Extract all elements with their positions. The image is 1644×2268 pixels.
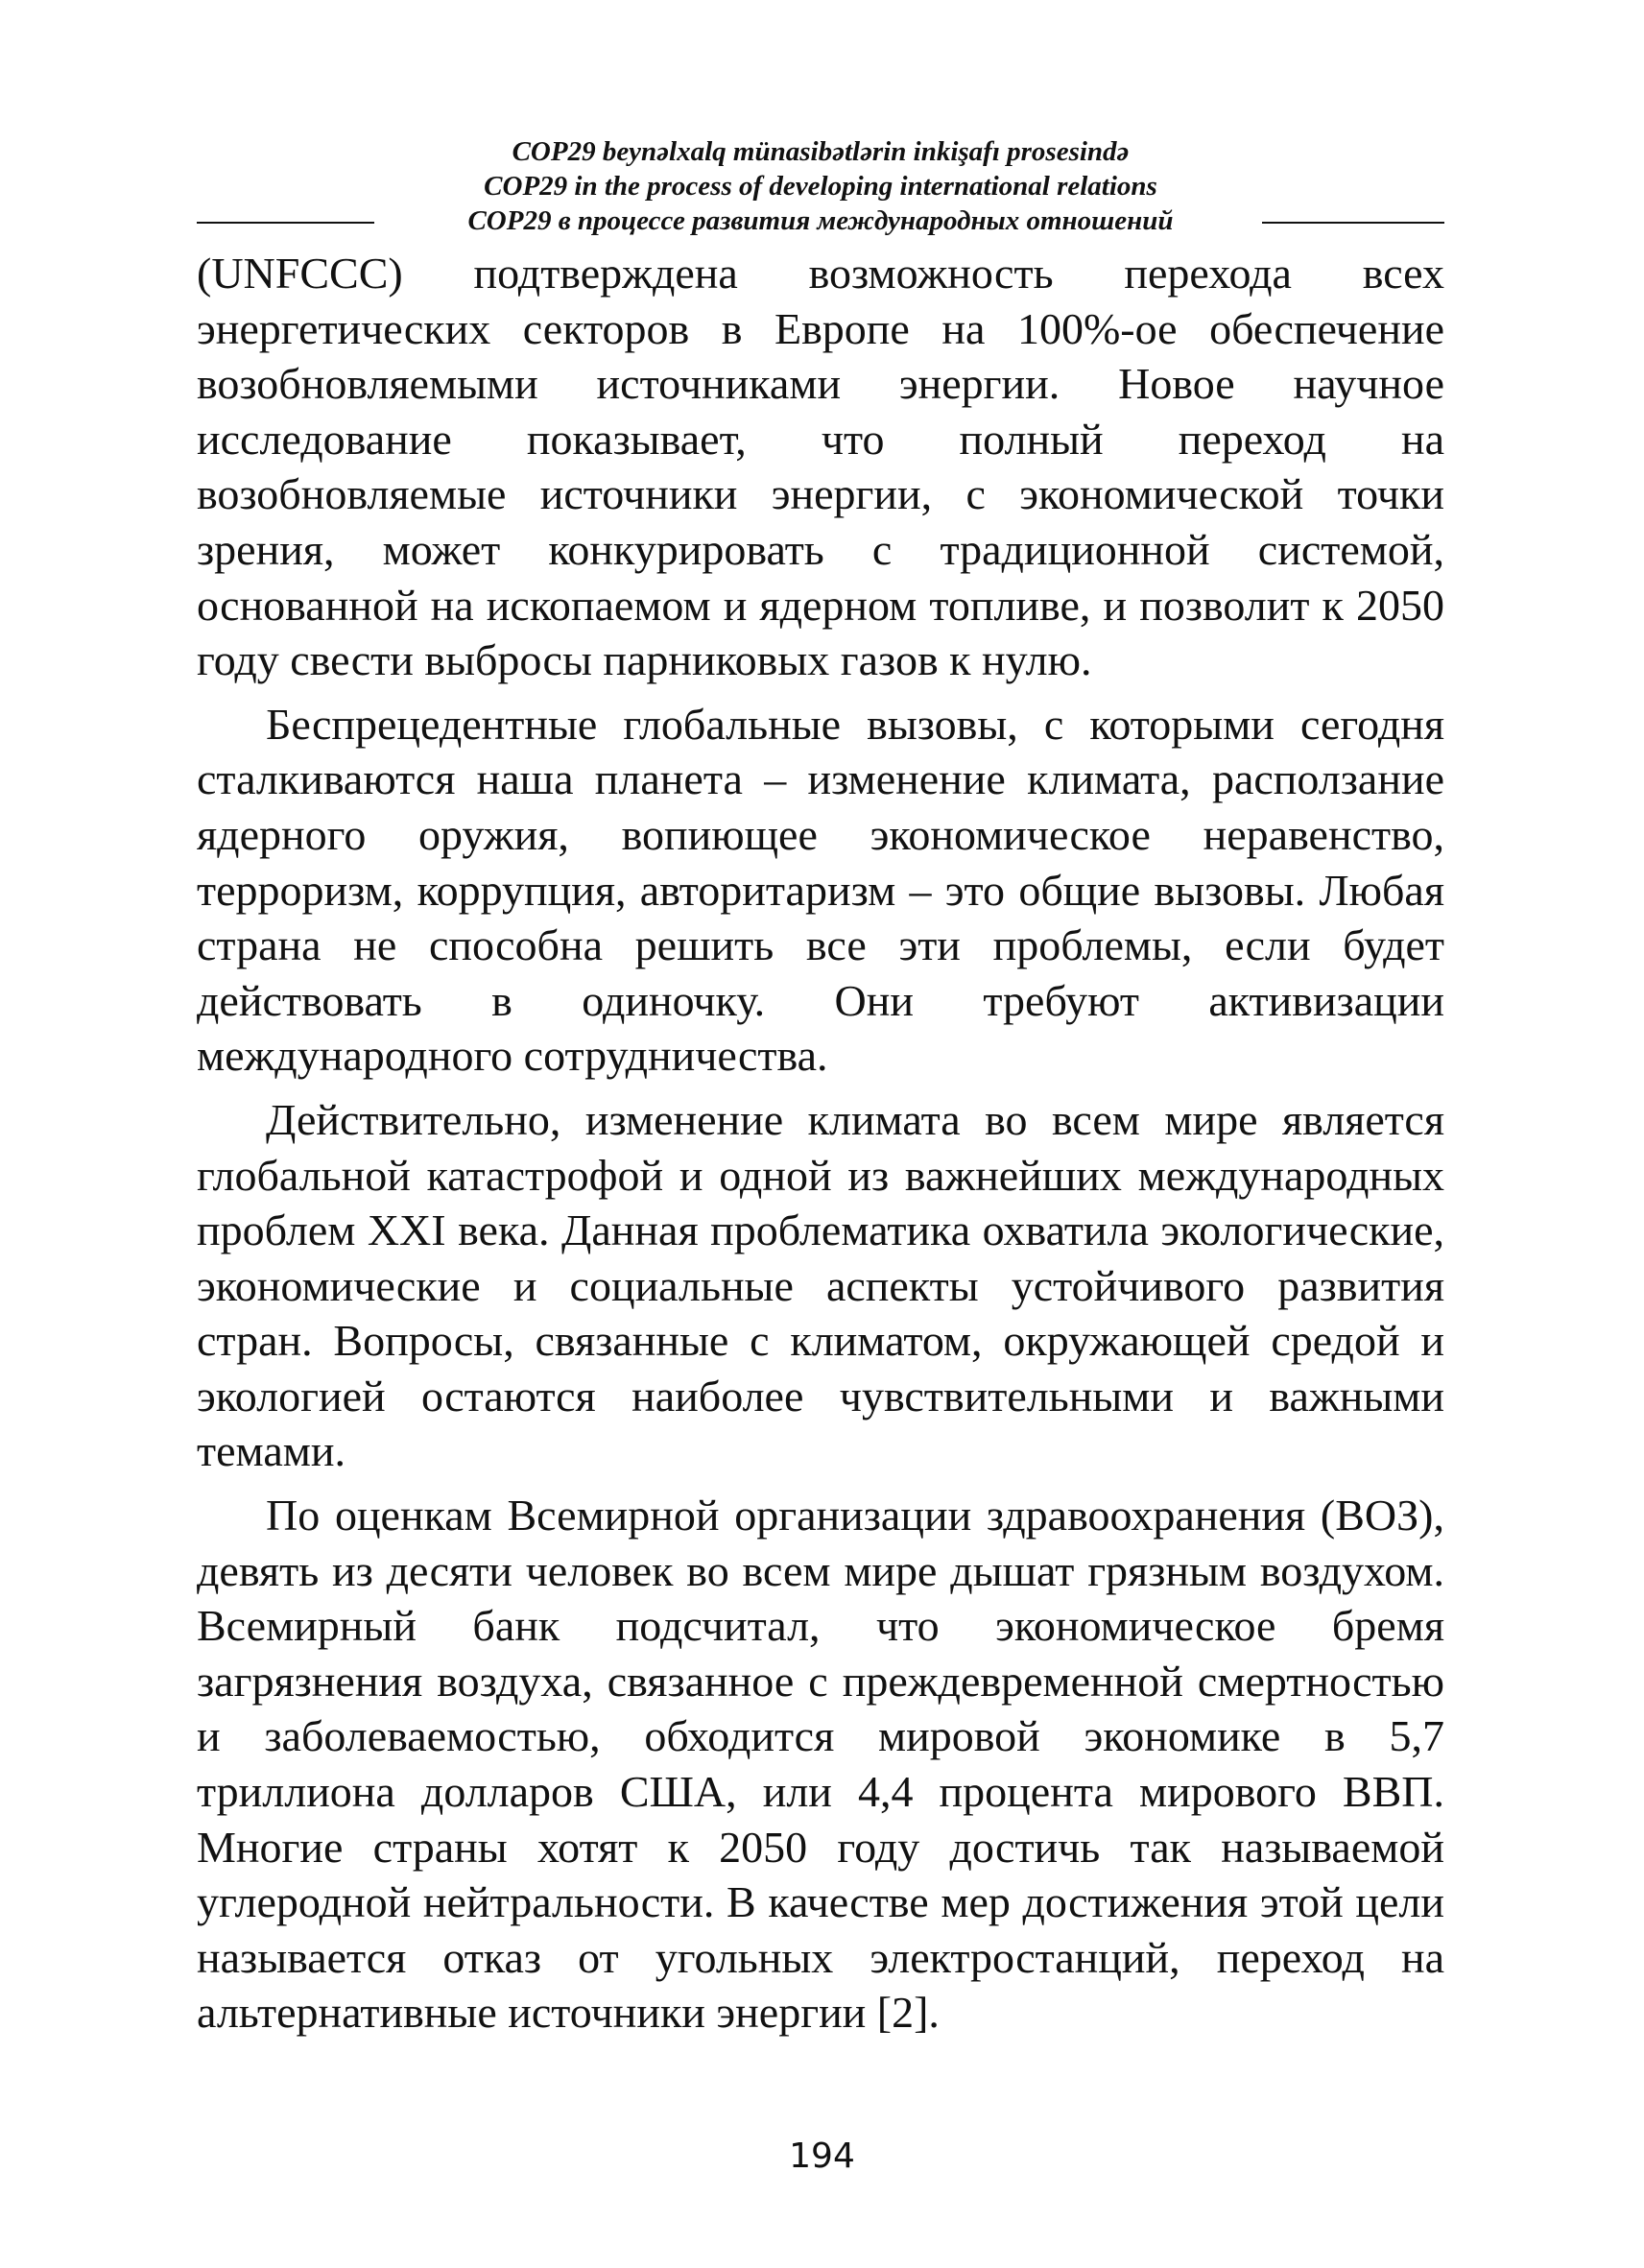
- page-number: 194: [789, 2137, 855, 2176]
- paragraph-2: Беспрецедентные глобальные вызовы, с которыми сегодня сталкиваются наша планета – изменение климата, расползание ядерного оружия, вопиющее экономическое неравенство, терроризм, коррупция, авторитаризм – это общие вызовы. Любая страна не способна решить все эти проблемы, если будет действовать в одиночку. Они требуют активизации международного сотрудничества.: [197, 699, 1444, 1081]
- paragraph-1: (UNFCCC) подтверждена возможность перехода всех энергетических секторов в Европе на 100%-ое обеспечение возобновляемыми источниками энергии. Новое научное исследование показывает, что полный переход на возобновляемые источники энергии, с экономической точки зрения, может конкурировать с традиционной системой, основанной на ископаемом и ядерном топливе, и позволит к 2050 году свести выбросы парниковых газов к нулю.: [197, 249, 1444, 685]
- header-rule-right: [1262, 222, 1444, 224]
- paragraph-4: По оценкам Всемирной организации здравоохранения (ВОЗ), девять из десяти человек во всем мире дышат грязным воздухом. Всемирный банк подсчитал, что экономическое бремя загрязнения воздуха, связанное с преждевременной смертностью и заболеваемостью, обходится мировой экономике в 5,7 триллиона долларов США, или 4,4 процента мирового ВВП. Многие страны хотят к 2050 году достичь так называемой углеродной нейтральности. В качестве мер достижения этой цели называется отказ от угольных электростанций, переход на альтернативные источники энергии [2].: [197, 1491, 1444, 2038]
- running-header-line-ru: COP29 в процессе развития международных отношений: [467, 205, 1174, 236]
- body-text: [197, 246, 1444, 2041]
- running-header-line-en: COP29 in the process of developing international relations: [484, 171, 1157, 202]
- paragraph-3: Действительно, изменение климата во всем мире является глобальной катастрофой и одной из важнейших международных проблем XXI века. Данная проблематика охватила экологические, экономические и социальные аспекты устойчивого развития стран. Вопросы, связанные с климатом, окружающей средой и экологией остаются наиболее чувствительными и важными темами.: [197, 1094, 1444, 1476]
- running-header: [197, 134, 1444, 250]
- running-header-line-az: COP29 beynəlxalq münasibətlərin inkişafı prosesində: [512, 136, 1130, 167]
- running-header-rule-row: [197, 203, 1444, 238]
